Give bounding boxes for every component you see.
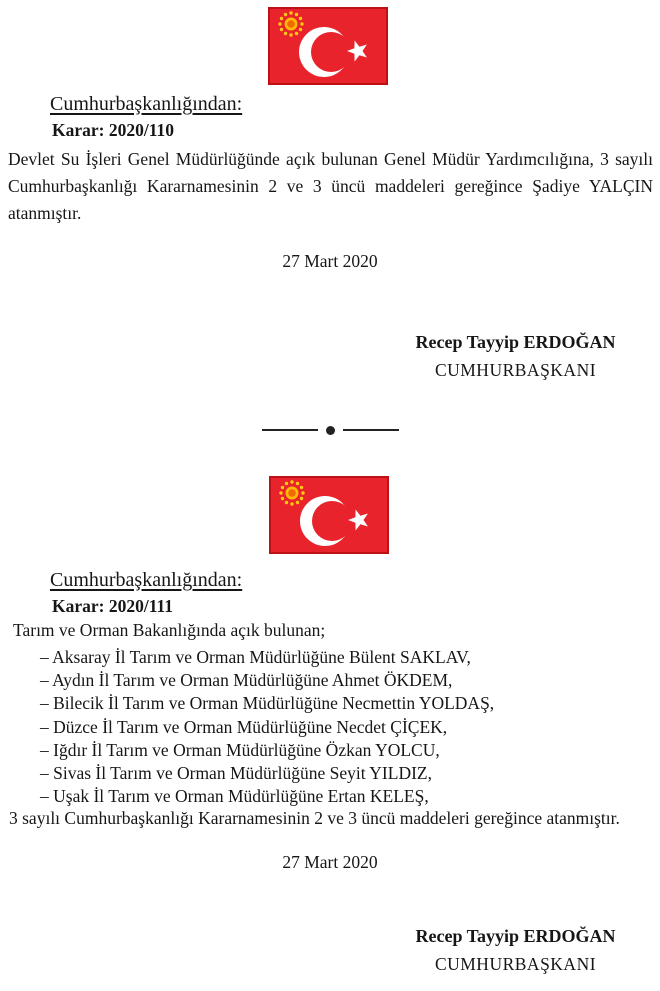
appointments-list bbox=[40, 646, 640, 808]
appointment-item: – Bilecik İl Tarım ve Orman Müdürlüğüne Necmettin YOLDAŞ, bbox=[40, 693, 495, 714]
signature-name-2: Recep Tayyip ERDOĞAN bbox=[415, 926, 616, 946]
decision-number-2: Karar: 2020/111 bbox=[52, 596, 174, 616]
signature-name-1: Recep Tayyip ERDOĞAN bbox=[415, 332, 616, 352]
decision-intro-2: Tarım ve Orman Bakanlığında açık bulunan; bbox=[13, 620, 326, 640]
decision-body-1: Devlet Su İşleri Genel Müdürlüğünde açık bulunan Genel Müdür Yardımcılığına, 3 sayılı Cumhurbaşkanlığı Kararnamesinin 2 ve 3 üncü maddeleri gereğince Şadiye YALÇIN atanmıştır. bbox=[8, 149, 653, 223]
appointment-item: – Sivas İl Tarım ve Orman Müdürlüğüne Seyit YILDIZ, bbox=[40, 763, 432, 784]
appointment-item: – Aksaray İl Tarım ve Orman Müdürlüğüne Bülent SAKLAV, bbox=[40, 647, 471, 667]
issuer-heading-2: Cumhurbaşkanlığından: bbox=[50, 569, 243, 591]
turkish-presidential-flag-icon bbox=[269, 476, 389, 554]
decision-closing-2: 3 sayılı Cumhurbaşkanlığı Kararnamesinin 2 ve 3 üncü maddeleri gereğince atanmıştır. bbox=[9, 808, 620, 828]
signature-title-1: CUMHURBAŞKANI bbox=[434, 360, 597, 380]
divider-dot bbox=[326, 426, 335, 435]
appointment-item: – Uşak İl Tarım ve Orman Müdürlüğüne Ertan KELEŞ, bbox=[40, 786, 429, 807]
appointment-item: – Düzce İl Tarım ve Orman Müdürlüğüne Necdet ÇİÇEK, bbox=[40, 716, 448, 737]
appointment-item: – Iğdır İl Tarım ve Orman Müdürlüğüne Özkan YOLCU, bbox=[40, 739, 440, 760]
divider-line-left bbox=[262, 429, 318, 432]
decision-number-1: Karar: 2020/110 bbox=[52, 120, 174, 140]
issuer-heading-1: Cumhurbaşkanlığından: bbox=[50, 93, 243, 115]
appointment-item: – Aydın İl Tarım ve Orman Müdürlüğüne Ahmet ÖKDEM, bbox=[40, 670, 453, 691]
divider-line-right bbox=[343, 429, 399, 432]
signature-block-1 bbox=[388, 332, 643, 381]
section-divider bbox=[260, 424, 400, 436]
decision-date-1: 27 Mart 2020 bbox=[282, 251, 378, 271]
crescent-inner bbox=[312, 501, 352, 541]
signature-block-2 bbox=[388, 926, 643, 975]
crescent-inner bbox=[311, 32, 351, 72]
signature-title-2: CUMHURBAŞKANI bbox=[434, 954, 597, 974]
decision-date-2: 27 Mart 2020 bbox=[282, 852, 378, 872]
turkish-presidential-flag-icon bbox=[268, 7, 388, 85]
